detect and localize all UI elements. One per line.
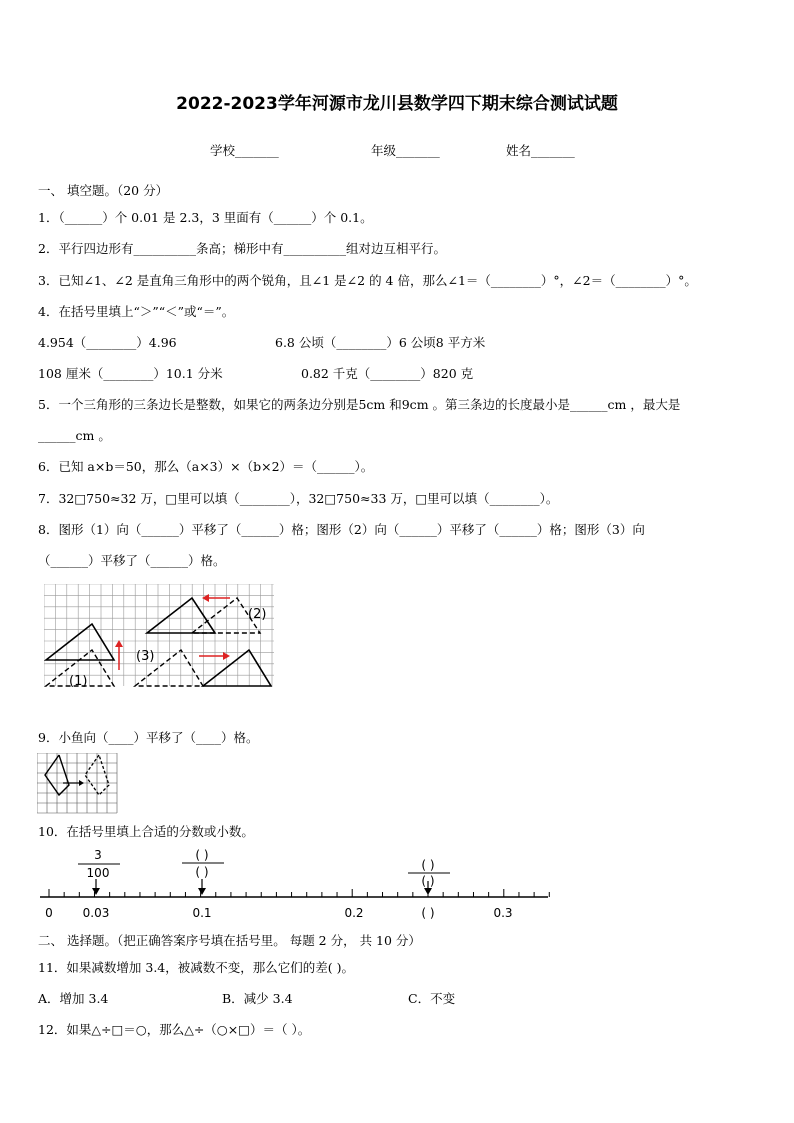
question-1: 1．（______）个 0.01 是 2.3，3 里面有（______）个 0.1。 <box>38 210 373 225</box>
question-6: 6．已知 a×b＝50，那么（a×3）×（b×2）＝（______）。 <box>38 459 374 474</box>
question-4-item-d: 0.82 千克（________）820 克 <box>301 366 474 381</box>
translation-grid-figure <box>44 584 276 688</box>
section-2-heading: 二、 选择题。（把正确答案序号填在括号里。 每题 2 分， 共 10 分） <box>38 933 421 948</box>
question-2: 2．平行四边形有__________条高；梯形中有__________组对边互相平行。 <box>38 241 446 256</box>
label-0-2: 0.2 <box>344 906 364 920</box>
figure-2-label: (2) <box>248 607 267 622</box>
question-4-item-b: 6.8 公顷（________）6 公顷8 平方米 <box>275 335 486 350</box>
question-4: 4．在括号里填上“＞”“＜”或“＝”。 <box>38 304 235 319</box>
page-title: 2022-2023学年河源市龙川县数学四下期末综合测试试题 <box>176 94 618 114</box>
question-7: 7．32□750≈32 万，□里可以填（________），32□750≈33 万，□里可以填（________）。 <box>38 491 559 506</box>
blank-numerator-1[interactable]: ( ) <box>195 848 209 862</box>
label-0-1: 0.1 <box>192 906 212 920</box>
question-11-option-c[interactable]: C．不变 <box>408 991 456 1006</box>
question-4-item-c: 108 厘米（________）10.1 分米 <box>38 366 223 381</box>
grade-field[interactable]: 年级_______ <box>371 143 440 158</box>
figure-1-label: (1) <box>69 674 88 688</box>
section-1-heading: 一、 填空题。（20 分） <box>38 183 169 198</box>
question-11-option-b[interactable]: B．减少 3.4 <box>222 991 293 1006</box>
label-0-03: 0.03 <box>82 906 110 920</box>
figure-3-label: (3) <box>136 649 155 664</box>
label-0-3: 0.3 <box>493 906 513 920</box>
question-11: 11．如果减数增加 3.4，被减数不变，那么它们的差( )。 <box>38 960 354 975</box>
question-8-line-1: 8．图形（1）向（______）平移了（______）格；图形（2）向（______）平移了（______）格；图形（3）向 <box>38 522 645 537</box>
question-12: 12．如果△÷□＝○，那么△÷（○×□）＝（ ）。 <box>38 1022 311 1037</box>
fraction-numerator: 3 <box>94 848 102 862</box>
question-3: 3．已知∠1、∠2 是直角三角形中的两个锐角，且∠1 是∠2 的 4 倍，那么∠1＝（________）°，∠2＝（________）°。 <box>38 273 697 288</box>
question-10: 10．在括号里填上合适的分数或小数。 <box>38 824 254 839</box>
question-5-line-1: 5．一个三角形的三条边长是整数，如果它的两条边分别是5cm 和9cm 。第三条边的长度最小是______cm ，最大是 <box>38 397 681 412</box>
label-0: 0 <box>45 906 53 920</box>
question-11-option-a[interactable]: A．增加 3.4 <box>38 991 109 1006</box>
blank-numerator-2[interactable]: ( ) <box>421 858 435 872</box>
number-line-figure <box>36 845 552 925</box>
question-8-line-2: （______）平移了（______）格。 <box>38 553 226 568</box>
blank-denominator-2[interactable]: ( ) <box>421 874 435 888</box>
label-blank[interactable]: ( ) <box>421 906 435 920</box>
question-9: 9．小鱼向（____）平移了（____）格。 <box>38 730 259 745</box>
question-5-line-2: ______cm 。 <box>38 428 111 443</box>
blank-denominator-1[interactable]: ( ) <box>195 865 209 879</box>
name-field[interactable]: 姓名_______ <box>506 143 575 158</box>
fish-grid-figure <box>37 753 119 815</box>
fraction-denominator: 100 <box>86 866 110 880</box>
school-field[interactable]: 学校_______ <box>210 143 279 158</box>
question-4-item-a: 4.954（________）4.96 <box>38 335 177 350</box>
